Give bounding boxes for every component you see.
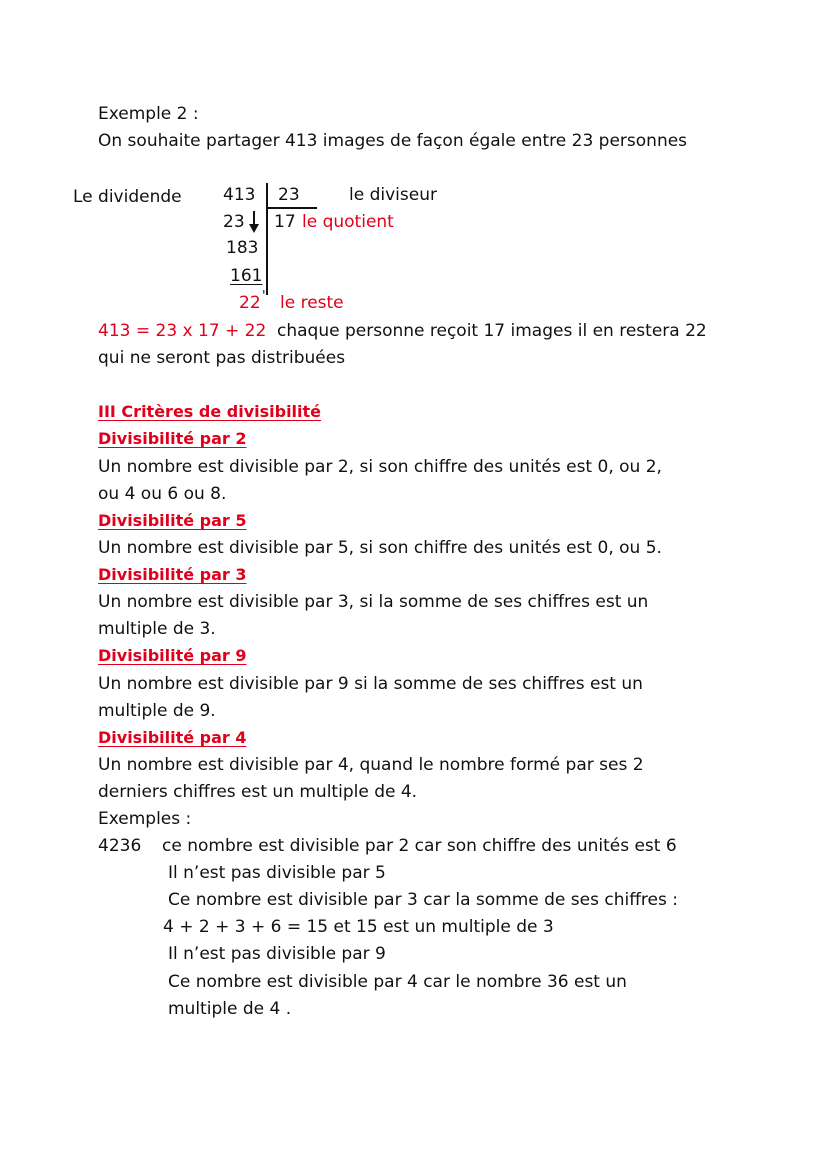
example-statement: On souhaite partager 413 images de façon égale entre 23 personnes [98,131,688,151]
rule-text-2-line1: Un nombre est divisible par 2, si son chiffre des unités est 0, ou 2, [98,457,662,477]
remainder-tick: ' [262,289,266,304]
examples-heading: Exemples : [98,809,192,829]
rule-title-3: Divisibilité par 3 [98,565,247,584]
rule-title-2: Divisibilité par 2 [98,429,247,448]
section-title: III Critères de divisibilité [98,402,322,421]
first-subtraction: 23 [223,212,245,232]
rule-title-4: Divisibilité par 4 [98,728,247,747]
division-equation: 413 = 23 x 17 + 22 [98,321,267,341]
example-heading: Exemple 2 : [98,104,199,124]
division-horizontal-line [267,207,317,209]
rule-text-9-line2: multiple de 9. [98,701,216,721]
rule-text-4-line2: derniers chiffres est un multiple de 4. [98,782,418,802]
rule-title-5: Divisibilité par 5 [98,511,247,530]
quotient-value: 17 [274,212,296,232]
rule-text-9-line1: Un nombre est divisible par 9 si la somme de ses chiffres est un [98,674,643,694]
remainder-label: le reste [280,293,344,313]
rule-title-9: Divisibilité par 9 [98,646,247,665]
second-subtraction: 161 [230,266,263,286]
dividend-value: 413 [223,185,256,205]
bring-down-arrow-icon [247,210,261,234]
partial-dividend: 183 [226,238,259,258]
example-line-divisible-4: Ce nombre est divisible par 4 car le nombre 36 est un [168,972,627,992]
divisor-value: 23 [278,185,300,205]
division-explanation-1: chaque personne reçoit 17 images il en restera 22 [277,321,707,341]
example-line-not-5: Il n’est pas divisible par 5 [168,863,386,883]
example-number: 4236 [98,836,142,856]
example-line-sum: 4 + 2 + 3 + 6 = 15 et 15 est un multiple de 3 [163,917,554,937]
divisor-label: le diviseur [349,185,437,205]
dividend-label: Le dividende [73,187,182,207]
rule-text-5-line1: Un nombre est divisible par 5, si son chiffre des unités est 0, ou 5. [98,538,662,558]
example-line-divisible-3: Ce nombre est divisible par 3 car la somme de ses chiffres : [168,890,678,910]
rule-text-3-line1: Un nombre est divisible par 3, si la somme de ses chiffres est un [98,592,649,612]
example-line-multiple-4: multiple de 4 . [168,999,292,1019]
quotient-label: le quotient [302,212,394,232]
example-line-divisible-2: ce nombre est divisible par 2 car son chiffre des unités est 6 [162,836,677,856]
example-line-not-9: Il n’est pas divisible par 9 [168,944,386,964]
rule-text-3-line2: multiple de 3. [98,619,216,639]
rule-text-4-line1: Un nombre est divisible par 4, quand le nombre formé par ses 2 [98,755,644,775]
division-explanation-2: qui ne seront pas distribuées [98,348,346,368]
rule-text-2-line2: ou 4 ou 6 ou 8. [98,484,227,504]
division-vertical-line [266,183,268,295]
remainder-value: 22 [239,293,261,313]
